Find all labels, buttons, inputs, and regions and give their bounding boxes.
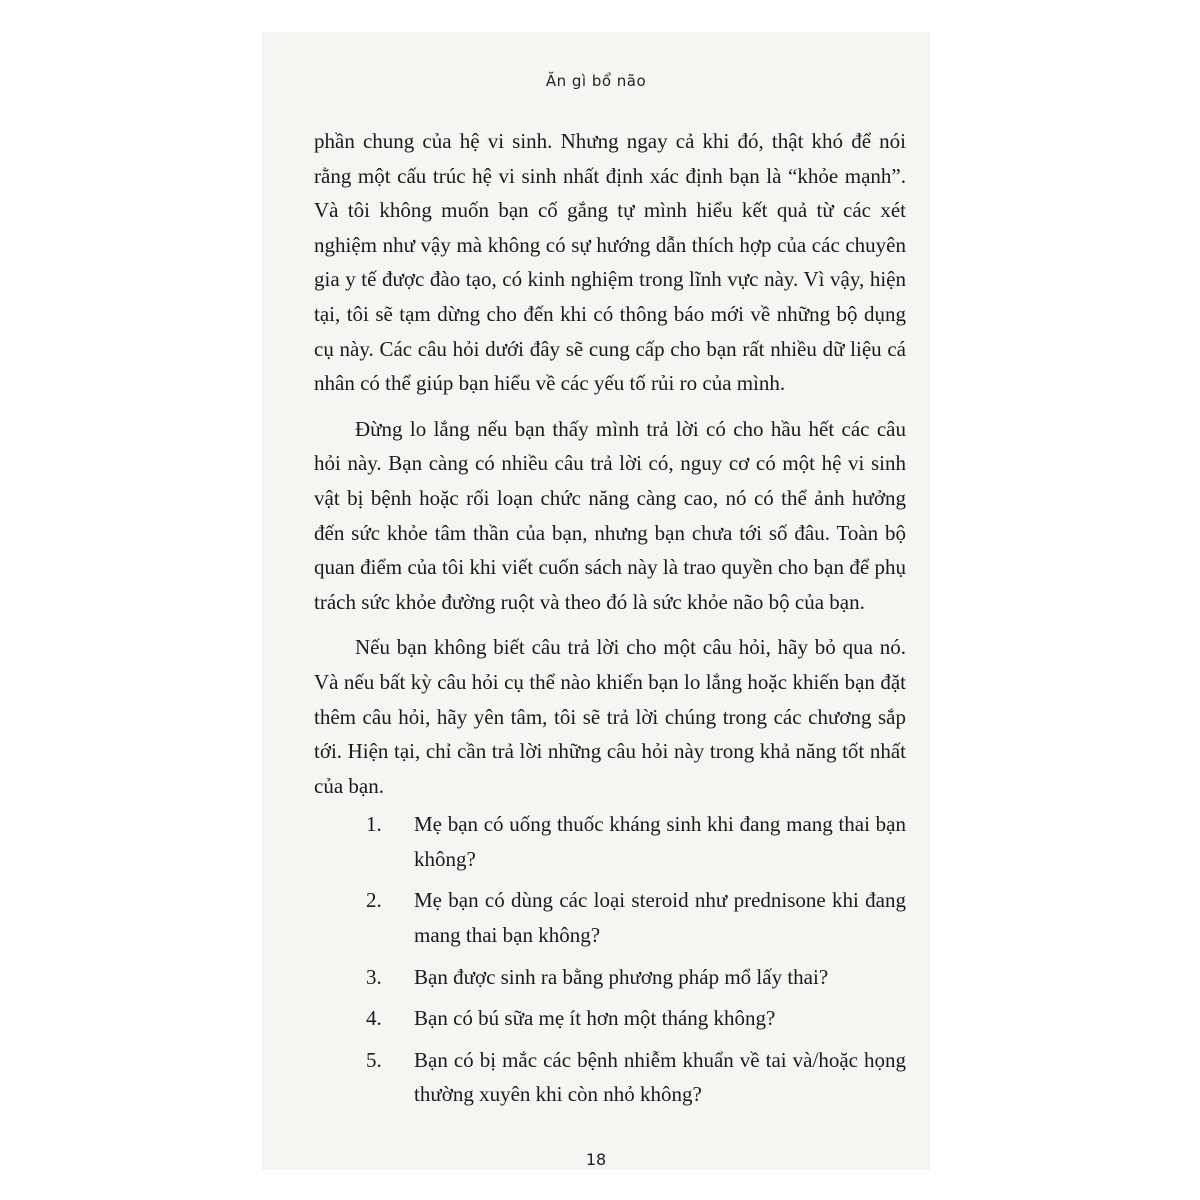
page-number: 18 <box>585 1150 607 1169</box>
question-text: Mẹ bạn có uống thuốc kháng sinh khi đang mang thai bạn không? <box>414 812 906 871</box>
question-text: Bạn được sinh ra bằng phương pháp mổ lấy thai? <box>414 964 829 989</box>
question-item <box>314 1043 906 1112</box>
paragraph-continuation: phần chung của hệ vi sinh. Nhưng ngay cả khi đó, thật khó để nói rằng một cấu trúc hệ vi sinh nhất định xác định bạn là “khỏe mạnh”. Và tôi không muốn bạn cố gắng tự mình hiểu kết quả từ các xét nghiệm như vậy mà không có sự hướng dẫn thích hợp của các chuyên gia y tế được đào tạo, có kinh nghiệm trong lĩnh vực này. Vì vậy, hiện tại, tôi sẽ tạm dừng cho đến khi có thông báo mới về những bộ dụng cụ này. Các câu hỏi dưới đây sẽ cung cấp cho bạn rất nhiều dữ liệu cá nhân có thể giúp bạn hiểu về các yếu tố rủi ro của mình. <box>314 129 906 396</box>
question-number: 4. <box>366 1006 382 1031</box>
running-header: Ăn gì bổ não <box>545 72 647 90</box>
question-number: 2. <box>366 888 382 913</box>
question-number: 5. <box>366 1047 382 1072</box>
question-number: 3. <box>366 964 382 989</box>
question-item <box>314 807 906 876</box>
question-item <box>314 883 906 952</box>
book-page <box>262 32 930 1170</box>
question-text: Bạn có bú sữa mẹ ít hơn một tháng không? <box>414 1006 776 1031</box>
page-body <box>314 124 906 1119</box>
question-text: Bạn có bị mắc các bệnh nhiễm khuẩn về tai và/hoặc họng thường xuyên khi còn nhỏ không? <box>414 1047 906 1107</box>
question-text: Mẹ bạn có dùng các loại steroid như prednisone khi đang mang thai bạn không? <box>414 888 906 948</box>
question-number: 1. <box>366 812 382 837</box>
question-item <box>314 960 906 995</box>
paragraph: Nếu bạn không biết câu trả lời cho một câu hỏi, hãy bỏ qua nó. Và nếu bất kỳ câu hỏi cụ thể nào khiến bạn lo lắng hoặc khiến bạn đặt thêm câu hỏi, hãy yên tâm, tôi sẽ trả lời chúng trong các chương sắp tới. Hiện tại, chỉ cần trả lời những câu hỏi này trong khả năng tốt nhất của bạn. <box>314 635 906 798</box>
question-item <box>314 1001 906 1036</box>
question-list <box>314 807 906 1112</box>
paragraph: Đừng lo lắng nếu bạn thấy mình trả lời có cho hầu hết các câu hỏi này. Bạn càng có nhiều câu trả lời có, nguy cơ có một hệ vi sinh vật bị bệnh hoặc rối loạn chức năng càng cao, nó có thể ảnh hưởng đến sức khỏe tâm thần của bạn, nhưng bạn chưa tới số đâu. Toàn bộ quan điểm của tôi khi viết cuốn sách này là trao quyền cho bạn để phụ trách sức khỏe đường ruột và theo đó là sức khỏe não bộ của bạn. <box>314 416 906 614</box>
